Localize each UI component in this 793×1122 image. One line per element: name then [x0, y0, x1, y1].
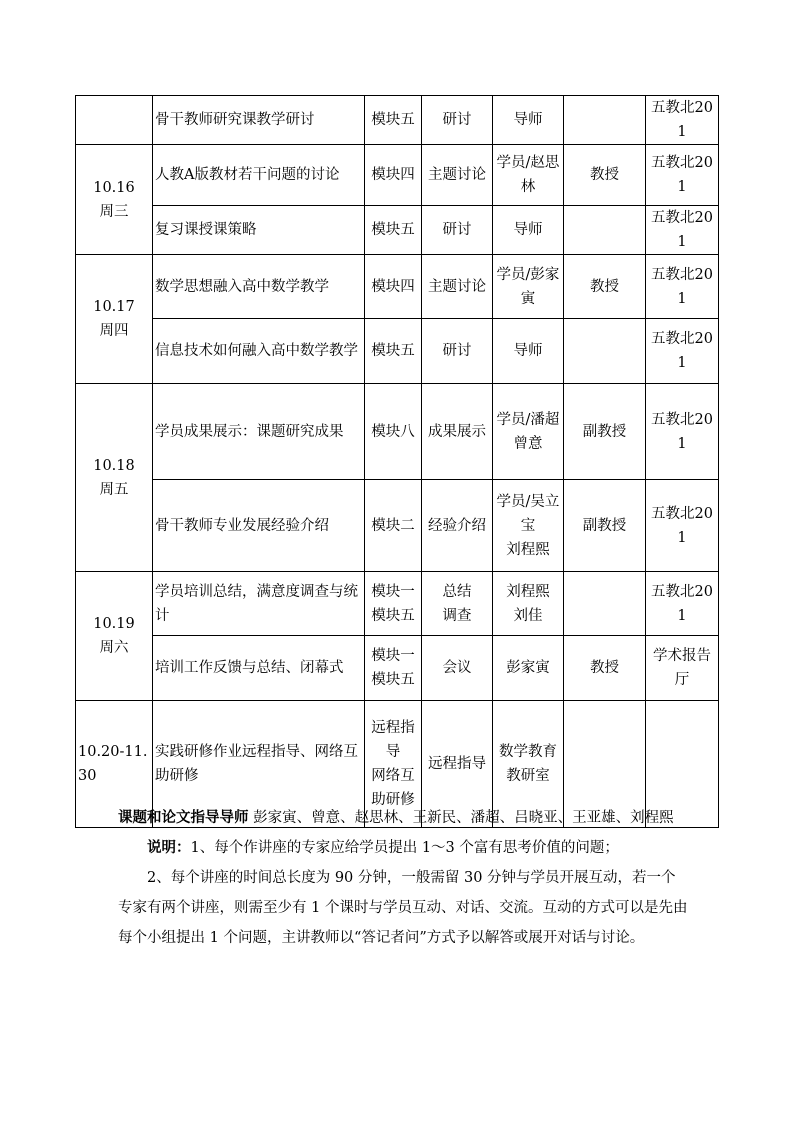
topic-cell: 复习课授课策略	[153, 206, 365, 255]
title-cell	[564, 319, 646, 384]
teacher-line-2: 刘佳	[513, 607, 543, 624]
module-cell: 模块五	[365, 319, 422, 384]
description-item-2	[118, 863, 688, 953]
module-cell: 模块四	[365, 145, 422, 206]
weekday-text: 周五	[99, 481, 129, 498]
date-text: 10.19	[93, 616, 135, 632]
teacher-cell: 学员/彭家寅	[493, 255, 564, 319]
date-cell	[76, 255, 153, 384]
notes-section	[118, 803, 688, 953]
module-cell: 模块五	[365, 206, 422, 255]
table-row	[76, 480, 719, 572]
title-cell	[564, 96, 646, 145]
place-cell: 学术报告厅	[646, 636, 719, 701]
topic-cell: 信息技术如何融入高中数学教学	[153, 319, 365, 384]
form-line: 总结	[442, 583, 472, 600]
weekday-text: 周三	[99, 203, 129, 220]
form-line-2: 调查	[442, 607, 472, 624]
date-text: 10.16	[93, 179, 135, 196]
schedule-table	[75, 95, 719, 828]
title-cell: 教授	[564, 145, 646, 206]
topic-cell: 骨干教师研究课教学研讨	[153, 96, 365, 145]
supervisors-label: 课题和论文指导导师	[118, 809, 249, 826]
module-line-2: 模块五	[371, 672, 415, 688]
teacher-line: 刘程熙	[506, 583, 550, 600]
module-cell: 模块五	[365, 96, 422, 145]
title-cell: 副教授	[564, 480, 646, 572]
supervisors-paragraph	[118, 803, 688, 833]
place-cell: 五教北201	[646, 96, 719, 145]
table-row	[76, 96, 719, 145]
module-cell	[365, 572, 422, 636]
module-line: 模块一	[371, 648, 415, 664]
title-cell: 教授	[564, 255, 646, 319]
table-row	[76, 636, 719, 701]
module-line: 模块一	[371, 583, 415, 600]
teacher-line-2: 曾意	[513, 435, 543, 452]
place-cell: 五教北201	[646, 572, 719, 636]
topic-cell: 骨干教师专业发展经验介绍	[153, 480, 365, 572]
date-text: 10.18	[93, 457, 135, 474]
supervisors-list: 彭家寅、曾意、赵思林、王新民、潘超、吕晓亚、王亚雄、刘程熙	[253, 810, 674, 826]
module-line-2: 网络互助研修	[371, 768, 415, 808]
teacher-line: 学员/潘超	[496, 411, 560, 428]
teacher-cell	[493, 480, 564, 572]
table-row	[76, 319, 719, 384]
topic-cell: 实践研修作业远程指导、网络互助研修	[153, 701, 365, 828]
place-cell: 五教北201	[646, 480, 719, 572]
date-cell	[76, 384, 153, 572]
module-cell: 模块二	[365, 480, 422, 572]
title-cell: 副教授	[564, 384, 646, 480]
teacher-cell: 数学教育教研室	[493, 701, 564, 828]
teacher-cell: 导师	[493, 319, 564, 384]
description-text-1: 1、每个作讲座的专家应给学员提出 1～3 个富有思考价值的问题；	[190, 840, 619, 856]
teacher-cell	[493, 572, 564, 636]
module-line: 远程指导	[371, 720, 415, 760]
form-cell: 主题讨论	[422, 145, 493, 206]
topic-cell: 数学思想融入高中数学教学	[153, 255, 365, 319]
title-cell	[564, 206, 646, 255]
weekday-text: 周四	[99, 323, 129, 339]
module-cell: 模块八	[365, 384, 422, 480]
place-cell: 五教北201	[646, 206, 719, 255]
place-cell: 五教北201	[646, 384, 719, 480]
title-cell: 教授	[564, 636, 646, 701]
form-cell: 会议	[422, 636, 493, 701]
topic-cell: 学员培训总结，满意度调查与统计	[153, 572, 365, 636]
form-cell: 研讨	[422, 319, 493, 384]
topic-cell: 培训工作反馈与总结、闭幕式	[153, 636, 365, 701]
teacher-cell: 彭家寅	[493, 636, 564, 701]
teacher-cell: 导师	[493, 206, 564, 255]
date-cell	[76, 572, 153, 701]
title-cell	[564, 572, 646, 636]
topic-cell: 学员成果展示：课题研究成果	[153, 384, 365, 480]
teacher-line-2: 刘程熙	[506, 541, 550, 558]
module-cell: 模块四	[365, 255, 422, 319]
form-cell: 经验介绍	[422, 480, 493, 572]
form-cell: 研讨	[422, 206, 493, 255]
teacher-line: 学员/吴立宝	[496, 493, 560, 534]
form-cell: 成果展示	[422, 384, 493, 480]
date-cell: 10.20-11.30	[76, 701, 153, 828]
weekday-text: 周六	[99, 640, 129, 656]
teacher-cell: 学员/赵思林	[493, 145, 564, 206]
date-text: 10.17	[93, 299, 135, 315]
description-item-1	[118, 833, 688, 863]
date-cell	[76, 145, 153, 255]
description-label: 说明：	[147, 839, 191, 856]
topic-cell: 人教A版教材若干问题的讨论	[153, 145, 365, 206]
description-text-2: 2、每个讲座的时间总长度为 90 分钟，一般需留 30 分钟与学员开展互动，若一个专家有两个讲座，则需至少有 1 个课时与学员互动、对话、交流。互动的方式可以是先由每个小组提出 1 个问题，主讲教师以“答记者问”方式予以解答或展开对话与讨论。	[118, 870, 688, 946]
form-cell: 远程指导	[422, 701, 493, 828]
teacher-cell: 导师	[493, 96, 564, 145]
table-row	[76, 384, 719, 480]
module-line-2: 模块五	[371, 607, 415, 624]
form-cell: 主题讨论	[422, 255, 493, 319]
table-row	[76, 255, 719, 319]
form-cell	[422, 572, 493, 636]
module-cell	[365, 636, 422, 701]
table-row	[76, 206, 719, 255]
table-row	[76, 572, 719, 636]
table-row	[76, 145, 719, 206]
date-cell	[76, 96, 153, 145]
place-cell: 五教北201	[646, 255, 719, 319]
form-cell: 研讨	[422, 96, 493, 145]
place-cell: 五教北201	[646, 319, 719, 384]
teacher-cell	[493, 384, 564, 480]
place-cell: 五教北201	[646, 145, 719, 206]
